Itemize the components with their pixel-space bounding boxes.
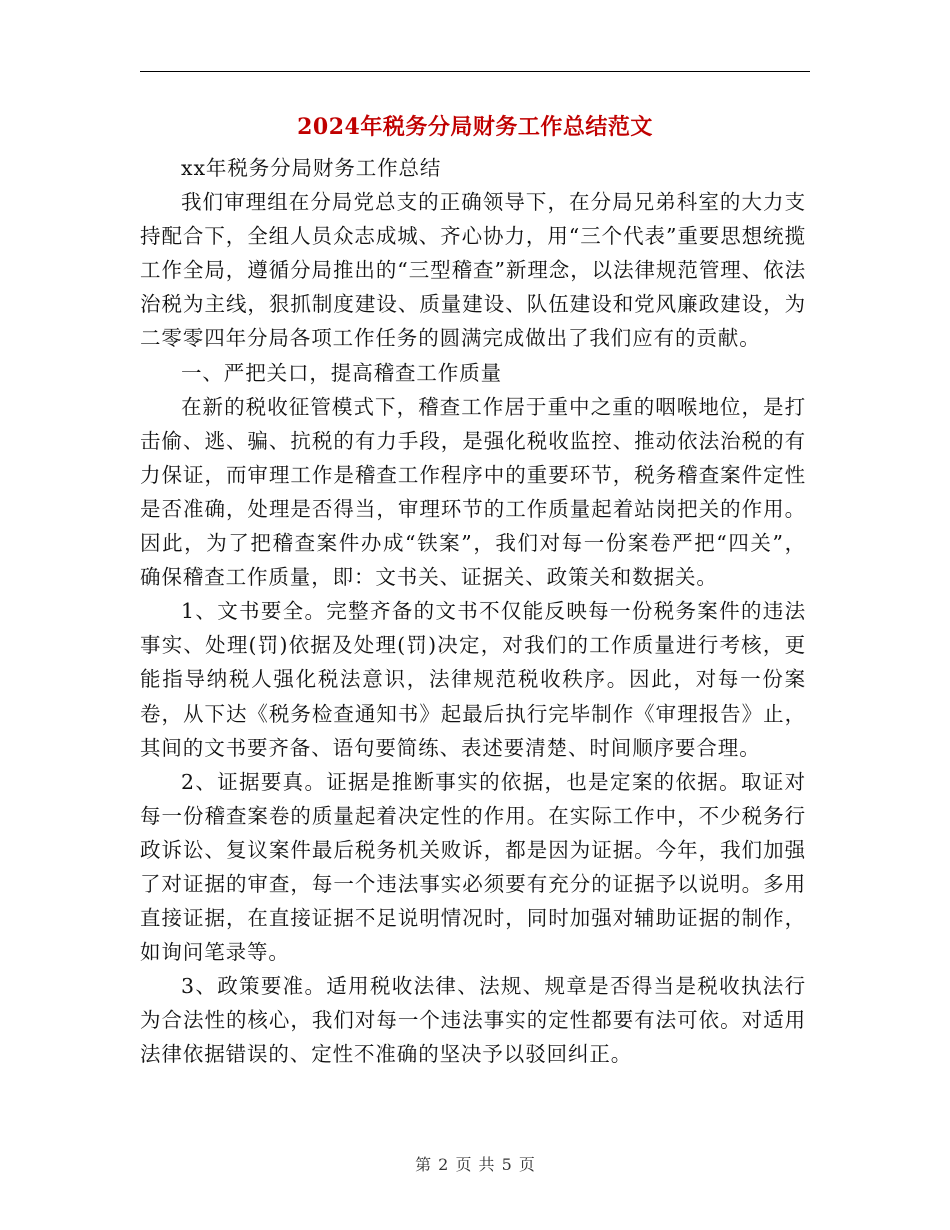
paragraph-intro: 我们审理组在分局党总支的正确领导下，在分局兄弟科室的大力支持配合下，全组人员众志成城、齐心协力，用“三个代表”重要思想统揽工作全局，遵循分局推出的“三型稽查”新理念，以法律规范管理、依法治税为主线，狠抓制度建设、质量建设、队伍建设和党风廉政建设，为二零零四年分局各项工作任务的圆满完成做出了我们应有的贡献。 — [140, 190, 806, 351]
paragraph-policy: 3、政策要准。适用税收法律、法规、规章是否得当是税收执法行为合法性的核心，我们对每一个违法事实的定性都要有法可依。对适用法律依据错误的、定性不准确的坚决予以驳回纠正。 — [140, 974, 806, 1067]
header-rule — [140, 71, 810, 72]
document-body — [140, 151, 806, 1072]
section-heading-1: 一、严把关口，提高稽查工作质量 — [181, 360, 502, 385]
paragraph-subtitle: xx年税务分局财务工作总结 — [181, 156, 442, 180]
paragraph-section-1: 在新的税收征管模式下，稽查工作居于重中之重的咽喉地位，是打击偷、逃、骗、抗税的有力手段，是强化税收监控、推动依法治税的有力保证，而审理工作是稽查工作程序中的重要环节，税务稽查案件定性是否准确，处理是否得当，审理环节的工作质量起着站岗把关的作用。因此，为了把稽查案件办成“铁案”，我们对每一份案卷严把“四关”，确保稽查工作质量，即：文书关、证据关、政策关和数据关。 — [140, 394, 806, 590]
page-number: 第 2 页 共 5 页 — [415, 1155, 535, 1174]
paragraph-documents: 1、文书要全。完整齐备的文书不仅能反映每一份税务案件的违法事实、处理(罚)依据及处理(罚)决定，对我们的工作质量进行考核，更能指导纳税人强化税法意识，法律规范税收秩序。因此，对每一份案卷，从下达《税务检查通知书》起最后执行完毕制作《审理报告》止，其间的文书要齐备、语句要简练、表述要清楚、时间顺序要合理。 — [140, 599, 806, 760]
document-title: 2024年税务分局财务工作总结范文 — [297, 114, 653, 140]
paragraph-evidence: 2、证据要真。证据是推断事实的依据，也是定案的依据。取证对每一份稽查案卷的质量起着决定性的作用。在实际工作中，不少税务行政诉讼、复议案件最后税务机关败诉，都是因为证据。今年，我们加强了对证据的审查，每一个违法事实必须要有充分的证据予以说明。多用直接证据，在直接证据不足说明情况时，同时加强对辅助证据的制作，如询问笔录等。 — [140, 769, 806, 965]
